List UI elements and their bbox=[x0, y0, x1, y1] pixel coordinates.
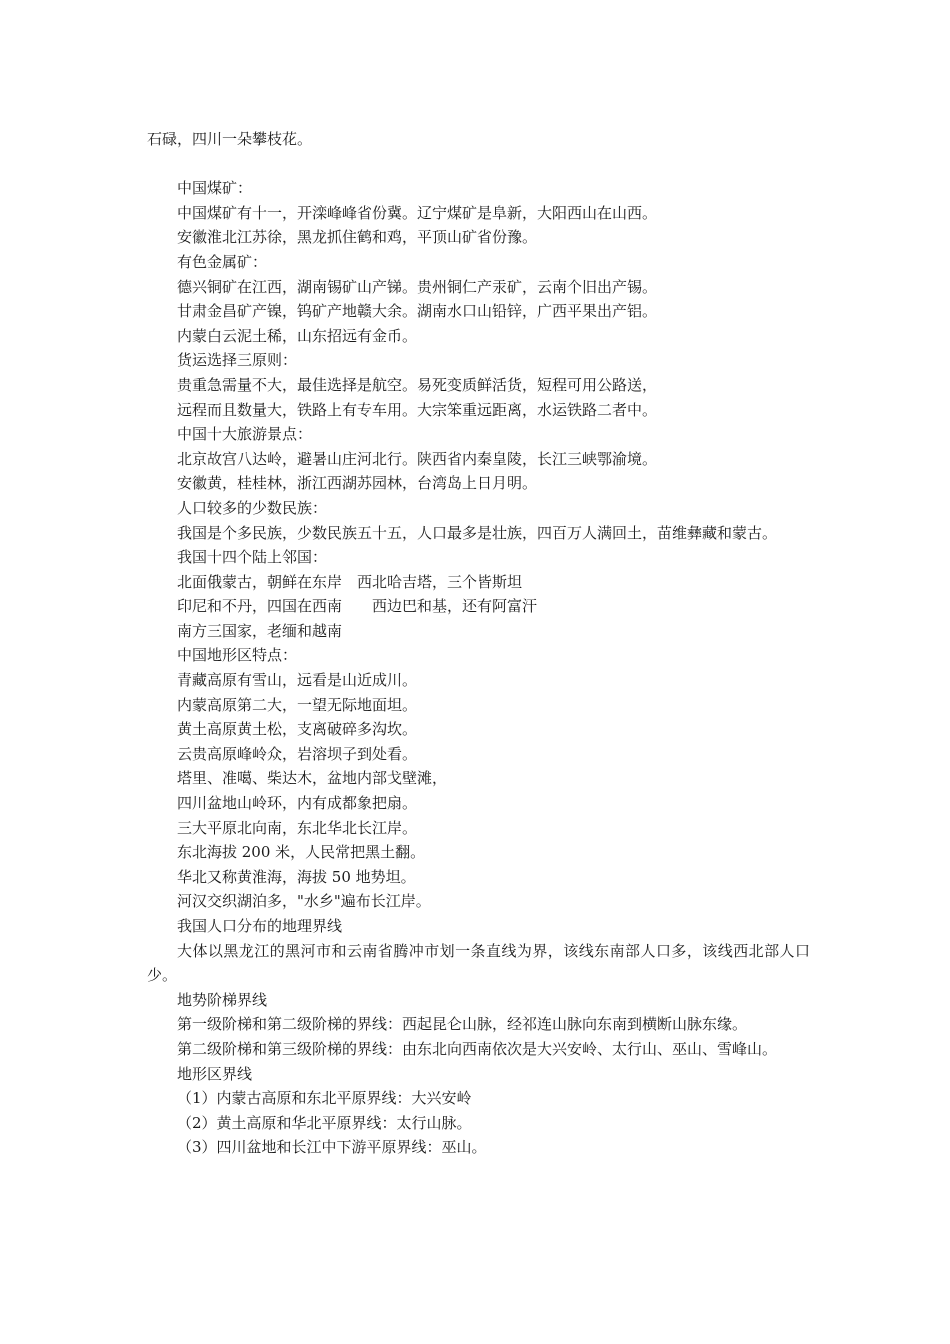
text-line: 南方三国家，老缅和越南 bbox=[177, 621, 343, 640]
text-line: 贵重急需量不大，最佳选择是航空。易死变质鲜活货，短程可用公路送， bbox=[177, 375, 658, 394]
text-line: 甘肃金昌矿产镍，钨矿产地赣大余。湖南水口山铅锌，广西平果出产铝。 bbox=[177, 302, 658, 321]
text-line: 中国十大旅游景点： bbox=[177, 425, 313, 444]
text-line: 货运选择三原则： bbox=[177, 351, 298, 370]
text-line: 安徽黄，桂桂林，浙江西湖苏园林，台湾岛上日月明。 bbox=[177, 474, 538, 493]
text-line: 第二级阶梯和第三级阶梯的界线：由东北向西南依次是大兴安岭、太行山、巫山、雪峰山。 bbox=[177, 1039, 778, 1058]
text-line: （1）内蒙古高原和东北平原界线：大兴安岭 bbox=[177, 1089, 472, 1108]
text-line: 东北海拔 200 米，人民常把黑土翻。 bbox=[177, 843, 426, 862]
text-line: 中国地形区特点： bbox=[177, 646, 298, 665]
text-line: 青藏高原有雪山，远看是山近成川。 bbox=[177, 671, 418, 690]
text-line: 云贵高原峰岭众，岩溶坝子到处看。 bbox=[177, 744, 418, 763]
text-line: 四川盆地山岭环，内有成都象把扇。 bbox=[177, 794, 418, 813]
text-line: 我国人口分布的地理界线 bbox=[177, 917, 343, 935]
text-line: 内蒙白云泥土稀，山东招远有金币。 bbox=[177, 326, 418, 345]
text-line: 有色金属矿： bbox=[177, 252, 268, 271]
text-line: 内蒙高原第二大，一望无际地面坦。 bbox=[177, 695, 418, 714]
text-line: 远程而且数量大，铁路上有专车用。大宗笨重远距离，水运铁路二者中。 bbox=[177, 400, 658, 419]
text-line: 人口较多的少数民族： bbox=[177, 498, 328, 517]
text-line: （2）黄土高原和华北平原界线：太行山脉。 bbox=[177, 1113, 472, 1132]
text-line: 北面俄蒙古，朝鲜在东岸 西北哈吉塔，三个皆斯坦 bbox=[177, 572, 523, 591]
text-line: 中国煤矿有十一，开滦峰峰省份冀。辽宁煤矿是阜新，大阳西山在山西。 bbox=[177, 203, 658, 222]
text-line: 大体以黑龙江的黑河市和云南省腾冲市划一条直线为界，该线东南部人口多，该线西北部人口少。 bbox=[147, 941, 810, 985]
text-line: （3）四川盆地和长江中下游平原界线：巫山。 bbox=[177, 1138, 487, 1157]
text-line: 三大平原北向南，东北华北长江岸。 bbox=[177, 818, 418, 837]
document-page bbox=[147, 127, 810, 1160]
text-line: 中国煤矿： bbox=[177, 179, 253, 198]
text-line: 河汉交织湖泊多，"水乡"遍布长江岸。 bbox=[177, 892, 431, 911]
text-line: 我国是个多民族，少数民族五十五，人口最多是壮族，四百万人满回土，苗维彝藏和蒙古。 bbox=[177, 523, 778, 542]
text-line: 塔里、准噶、柴达木，盆地内部戈壁滩， bbox=[177, 769, 448, 788]
text-line: 印尼和不丹，四国在西南 西边巴和基，还有阿富汗 bbox=[177, 597, 538, 616]
text-line: 北京故宫八达岭，避暑山庄河北行。陕西省内秦皇陵，长江三峡鄂渝境。 bbox=[177, 449, 658, 468]
text-line: 地形区界线 bbox=[177, 1064, 253, 1083]
text-line: 石碌，四川一朵攀枝花。 bbox=[147, 130, 313, 148]
text-line: 华北又称黄淮海，海拔 50 地势坦。 bbox=[177, 867, 416, 886]
text-line: 德兴铜矿在江西，湖南锡矿山产锑。贵州铜仁产汞矿，云南个旧出产锡。 bbox=[177, 277, 658, 296]
text-line: 第一级阶梯和第二级阶梯的界线：西起昆仑山脉，经祁连山脉向东南到横断山脉东缘。 bbox=[177, 1015, 748, 1034]
text-line: 安徽淮北江苏徐，黑龙抓住鹤和鸡，平顶山矿省份豫。 bbox=[177, 228, 538, 247]
text-line: 黄土高原黄土松，支离破碎多沟坎。 bbox=[177, 720, 418, 739]
text-line: 我国十四个陆上邻国： bbox=[177, 548, 328, 567]
blank-line bbox=[147, 152, 810, 177]
text-line: 地势阶梯界线 bbox=[177, 990, 268, 1009]
